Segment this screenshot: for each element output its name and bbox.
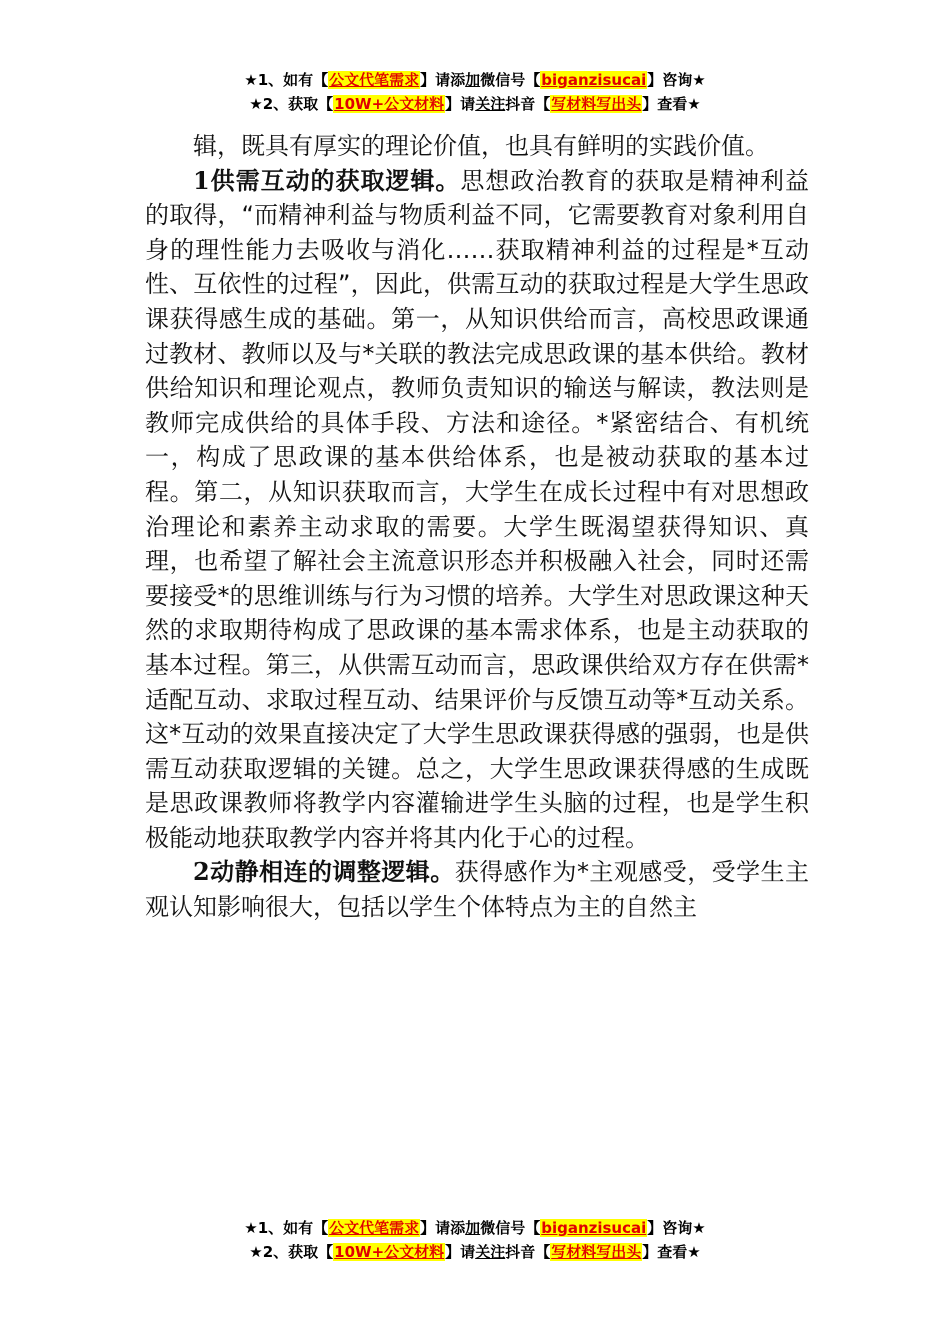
star-icon: ★ (249, 1243, 263, 1261)
banner-underlined-text: 关注 (475, 95, 506, 113)
banner-text: 】请添 (420, 1219, 466, 1237)
paragraph-continuation: 辑，既具有厚实的理论价值，也具有鲜明的实践价值。 (193, 132, 769, 160)
highlight-wechat-id: biganzisucai (541, 71, 647, 89)
section-number: 1 (193, 165, 210, 195)
star-icon: ★ (244, 71, 258, 89)
banner-underlined-text: 关注 (475, 1243, 506, 1261)
header-banner (0, 68, 950, 116)
banner-text: 微信号【 (480, 71, 541, 89)
banner-text: 抖音【 (505, 95, 551, 113)
section-heading: 动静相连的调整逻辑。 (209, 858, 455, 887)
star-icon: ★ (249, 95, 263, 113)
banner-text: 抖音【 (505, 1243, 551, 1261)
banner-underlined-text: 加 (465, 71, 481, 89)
section-heading: 供需互动的获取逻辑。 (209, 166, 461, 195)
paragraph-supply-demand (145, 164, 809, 856)
banner-text: 1、如有【 (257, 71, 329, 89)
highlight-materials: 10W+公文材料 (334, 1243, 445, 1261)
banner-text: 2、获取【 (262, 95, 334, 113)
star-icon: ★ (687, 95, 701, 113)
banner-text: 2、获取【 (262, 1243, 334, 1261)
banner-text: 】咨询 (647, 71, 693, 89)
highlight-materials: 10W+公文材料 (334, 95, 445, 113)
document-body (145, 129, 809, 925)
star-icon: ★ (687, 1243, 701, 1261)
banner-text: 】请添 (420, 71, 466, 89)
banner-text: 1、如有【 (257, 1219, 329, 1237)
section-body: 思想政治教育的获取是精神利益的取得，“而精神利益与物质利益不同，它需要教育对象利用自身的理性能力去吸收与消化……获取精神利益的过程是*互动性、互依性的过程”，因此，供需互动的获取过程是大学生思政课获得感生成的基础。第一，从知识供给而言，高校思政课通过教材、教师以及与*关联的教法完成思政课的基本供给。教材供给知识和理论观点，教师负责知识的输送与解读，教法则是教师完成供给的具体手段、方法和途径。*紧密结合、有机统一，构成了思政课的基本供给体系，也是被动获取的基本过程。第二，从知识获取而言，大学生在成长过程中有对思想政治理论和素养主动求取的需要。大学生既渴望获得知识、真理，也希望了解社会主流意识形态并积极融入社会，同时还需要接受*的思维训练与行为习惯的培养。大学生对思政课这种天然的求取期待构成了思政课的基本需求体系，也是主动获取的基本过程。第三，从供需互动而言，思政课供给双方存在供需*适配互动、求取过程互动、结果评价与反馈互动等*互动关系。这*互动的效果直接决定了大学生思政课获得感的强弱，也是供需互动获取逻辑的关键。总之，大学生思政课获得感的生成既是思政课教师将教学内容灌输进学生头脑的过程，也是学生积极能动地获取教学内容并将其内化于心的过程。 (145, 166, 810, 852)
highlight-douyin: 写材料写出头 (551, 95, 642, 113)
banner-line-2 (0, 1240, 950, 1264)
star-icon: ★ (244, 1219, 258, 1237)
banner-text: 】请 (445, 95, 476, 113)
paragraph-adjustment (145, 855, 809, 924)
highlight-wechat-id: biganzisucai (541, 1219, 647, 1237)
footer-banner (0, 1216, 950, 1264)
banner-text: 】查看 (642, 1243, 688, 1261)
banner-line-1 (0, 68, 950, 92)
banner-line-1 (0, 1216, 950, 1240)
banner-text: 】查看 (642, 95, 688, 113)
star-icon: ★ (692, 1219, 706, 1237)
section-number: 2 (193, 857, 210, 887)
section-body: 获得感作为*主观感受，受学生主观认知影响很大，包括以学生个体特点为主的自然主 (145, 858, 810, 922)
banner-line-2 (0, 92, 950, 116)
banner-text: 】请 (445, 1243, 476, 1261)
highlight-douyin: 写材料写出头 (551, 1243, 642, 1261)
star-icon: ★ (692, 71, 706, 89)
highlight-ghostwriting: 公文代笔需求 (329, 1219, 420, 1237)
banner-text: 】咨询 (647, 1219, 693, 1237)
banner-underlined-text: 加 (465, 1219, 481, 1237)
banner-text: 微信号【 (480, 1219, 541, 1237)
highlight-ghostwriting: 公文代笔需求 (329, 71, 420, 89)
